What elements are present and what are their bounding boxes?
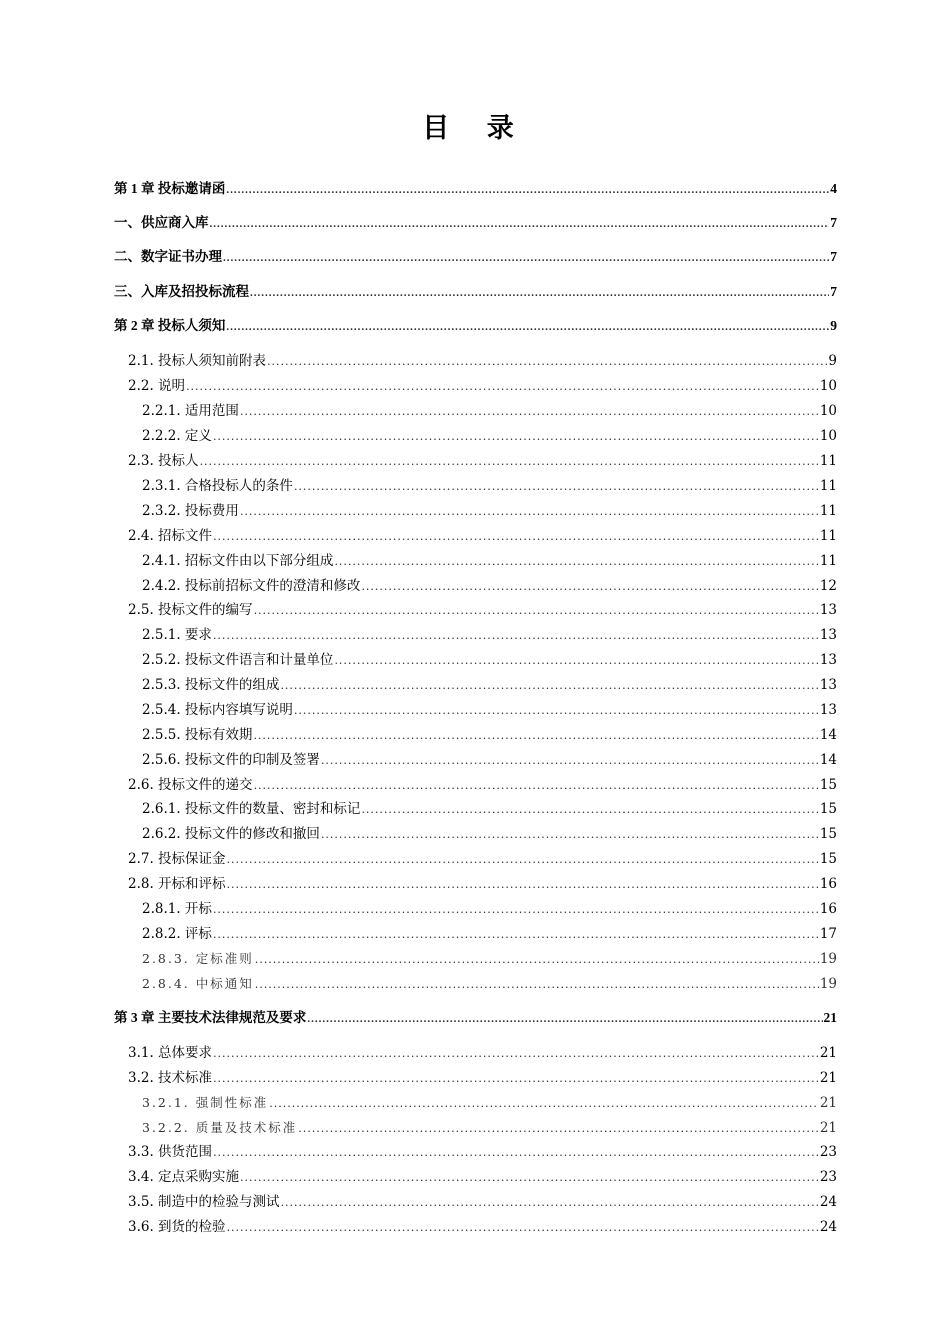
- toc-entry[interactable]: [142, 402, 837, 421]
- toc-entry[interactable]: [128, 452, 837, 471]
- page-title: 目 录: [422, 113, 528, 144]
- toc-entry-label: 2.7. 投标保证金: [128, 851, 226, 867]
- toc-leader-dots: [227, 876, 819, 894]
- toc-entry-label: 2.5.5. 投标有效期: [142, 727, 253, 743]
- toc-entry-label: 2.5.4. 投标内容填写说明: [142, 702, 293, 718]
- toc-entry-page-number: 10: [819, 428, 837, 444]
- toc-leader-dots: [267, 353, 827, 371]
- toc-entry-page-number: 12: [819, 578, 837, 594]
- toc-entry-label: 2.2. 说明: [128, 378, 186, 394]
- toc-entry-page-number: 21: [819, 1045, 837, 1061]
- toc-entry-page-number: 16: [819, 901, 837, 917]
- toc-leader-dots: [223, 249, 829, 267]
- toc-entry-page-number: 17: [819, 926, 837, 942]
- toc-entry-label: 2.5. 投标文件的编写: [128, 602, 253, 618]
- toc-entry-label: 2.4. 招标文件: [128, 528, 213, 544]
- toc-leader-dots: [334, 553, 818, 571]
- toc-entry[interactable]: [128, 1168, 837, 1187]
- toc-entry-label: 2.2.2. 定义: [142, 428, 212, 444]
- toc-entry[interactable]: [142, 676, 837, 695]
- toc-entry[interactable]: [128, 850, 837, 869]
- toc-entry[interactable]: [114, 214, 837, 233]
- toc-entry[interactable]: [142, 726, 837, 745]
- toc-leader-dots: [213, 1144, 819, 1162]
- toc-entry-label: 3.1. 总体要求: [128, 1045, 213, 1061]
- toc-leader-dots: [213, 926, 819, 944]
- toc-entry-page-number: 15: [819, 777, 837, 793]
- toc-entry-label: 2.5.1. 要求: [142, 627, 212, 643]
- toc-entry-label: 二、数字证书办理: [114, 249, 222, 264]
- toc-entry[interactable]: [114, 283, 837, 302]
- toc-entry-label: 2.4.2. 投标前招标文件的澄清和修改: [142, 578, 361, 594]
- toc-entry-label: 第 2 章 投标人须知: [114, 318, 226, 333]
- toc-entry-page-number: 21: [819, 1070, 837, 1086]
- toc-entry-page-number: 23: [819, 1169, 837, 1185]
- toc-entry-page-number: 4: [830, 181, 837, 196]
- toc-leader-dots: [269, 1095, 819, 1113]
- toc-entry[interactable]: [128, 1143, 837, 1162]
- toc-entry[interactable]: [142, 751, 837, 770]
- toc-leader-dots: [227, 1219, 819, 1237]
- toc-entry[interactable]: [142, 1094, 837, 1113]
- toc-leader-dots: [213, 901, 819, 919]
- toc-entry-page-number: 19: [819, 976, 837, 992]
- toc-leader-dots: [255, 976, 819, 994]
- toc-entry[interactable]: [142, 1119, 837, 1138]
- toc-entry-page-number: 11: [819, 553, 837, 569]
- toc-entry-label: 3.2.2. 质量及技术标准: [142, 1120, 298, 1135]
- toc-entry[interactable]: [128, 352, 837, 371]
- toc-entry-page-number: 7: [830, 215, 837, 230]
- toc-entry[interactable]: [114, 1009, 837, 1028]
- toc-entry[interactable]: [142, 975, 837, 994]
- toc-entry-page-number: 15: [819, 801, 837, 817]
- toc-entry[interactable]: [142, 950, 837, 969]
- toc-leader-dots: [250, 284, 829, 302]
- toc-entry[interactable]: [128, 1218, 837, 1237]
- toc-entry[interactable]: [142, 925, 837, 944]
- toc-entry-page-number: 15: [819, 851, 837, 867]
- toc-entry[interactable]: [142, 502, 837, 521]
- toc-entry-page-number: 15: [819, 826, 837, 842]
- toc-entry-page-number: 9: [830, 318, 837, 333]
- toc-entry-page-number: 23: [819, 1144, 837, 1160]
- toc-leader-dots: [213, 528, 819, 546]
- toc-entry[interactable]: [128, 601, 837, 620]
- toc-entry-label: 2.5.2. 投标文件语言和计量单位: [142, 652, 334, 668]
- toc-leader-dots: [213, 1070, 819, 1088]
- toc-leader-dots: [240, 503, 819, 521]
- toc-leader-dots: [361, 801, 818, 819]
- toc-entry-page-number: 7: [830, 284, 837, 299]
- toc-entry[interactable]: [142, 825, 837, 844]
- toc-entry-label: 2.8. 开标和评标: [128, 876, 226, 892]
- toc-leader-dots: [226, 181, 829, 199]
- toc-entry-label: 2.2.1. 适用范围: [142, 403, 239, 419]
- toc-entry[interactable]: [142, 427, 837, 446]
- toc-entry-page-number: 10: [819, 378, 837, 394]
- toc-entry-label: 2.3.2. 投标费用: [142, 503, 239, 519]
- toc-leader-dots: [226, 318, 829, 336]
- toc-leader-dots: [213, 627, 819, 645]
- toc-entry[interactable]: [142, 552, 837, 571]
- toc-entry[interactable]: [142, 800, 837, 819]
- toc-entry-label: 2.8.1. 开标: [142, 901, 212, 917]
- toc-entry-page-number: 24: [819, 1194, 837, 1210]
- toc-leader-dots: [254, 602, 819, 620]
- toc-entry-page-number: 21: [819, 1120, 837, 1136]
- toc-leader-dots: [321, 826, 819, 844]
- toc-entry-label: 2.6. 投标文件的递交: [128, 777, 253, 793]
- toc-entry-label: 3.2.1. 强制性标准: [142, 1095, 269, 1110]
- toc-entry-label: 2.3.1. 合格投标人的条件: [142, 478, 293, 494]
- toc-leader-dots: [254, 777, 819, 795]
- toc-leader-dots: [213, 1045, 819, 1063]
- toc-entry-label: 2.8.4. 中标通知: [142, 976, 254, 991]
- toc-entry-label: 3.4. 定点采购实施: [128, 1169, 240, 1185]
- toc-leader-dots: [227, 851, 819, 869]
- toc-entry-label: 2.5.3. 投标文件的组成: [142, 677, 280, 693]
- toc-entry-label: 3.2. 技术标准: [128, 1070, 213, 1086]
- toc-entry[interactable]: [128, 1069, 837, 1088]
- toc-entry[interactable]: [114, 317, 837, 336]
- toc-entry[interactable]: [142, 626, 837, 645]
- toc-leader-dots: [307, 1010, 822, 1028]
- toc-entry[interactable]: [114, 180, 837, 199]
- toc-leader-dots: [334, 652, 818, 670]
- toc-entry[interactable]: [128, 377, 837, 396]
- toc-leader-dots: [361, 578, 818, 596]
- toc-leader-dots: [240, 403, 819, 421]
- toc-entry-label: 3.6. 到货的检验: [128, 1219, 226, 1235]
- toc-entry-label: 第 3 章 主要技术法律规范及要求: [114, 1010, 307, 1025]
- toc-entry-label: 第 1 章 投标邀请函: [114, 181, 226, 196]
- toc-entry[interactable]: [128, 776, 837, 795]
- toc-entry-page-number: 11: [819, 503, 837, 519]
- toc-entry-page-number: 13: [819, 602, 837, 618]
- toc-entry-label: 2.6.2. 投标文件的修改和撤回: [142, 826, 320, 842]
- toc-entry-label: 一、供应商入库: [114, 215, 209, 230]
- toc-entry[interactable]: [142, 900, 837, 919]
- toc-entry-page-number: 13: [819, 702, 837, 718]
- toc-entry[interactable]: [142, 651, 837, 670]
- toc-entry-label: 三、入库及招投标流程: [114, 284, 249, 299]
- toc-entry[interactable]: [128, 875, 837, 894]
- toc-leader-dots: [281, 1194, 819, 1212]
- toc-leader-dots: [240, 1169, 819, 1187]
- toc-entry-label: 3.5. 制造中的检验与测试: [128, 1194, 280, 1210]
- toc-entry[interactable]: [142, 577, 837, 596]
- toc-entry[interactable]: [114, 248, 837, 267]
- toc-leader-dots: [253, 727, 818, 745]
- toc-entry-page-number: 13: [819, 627, 837, 643]
- toc-entry-label: 2.8.2. 评标: [142, 926, 212, 942]
- toc-leader-dots: [321, 752, 819, 770]
- toc-entry-page-number: 21: [819, 1095, 837, 1111]
- toc-leader-dots: [294, 478, 819, 496]
- toc-leader-dots: [280, 677, 818, 695]
- toc-entry-page-number: 14: [819, 727, 837, 743]
- toc-entry-label: 2.3. 投标人: [128, 453, 199, 469]
- toc-entry-page-number: 13: [819, 677, 837, 693]
- toc-entry-page-number: 14: [819, 752, 837, 768]
- toc-entry-label: 2.5.6. 投标文件的印制及签署: [142, 752, 320, 768]
- toc-entry-page-number: 11: [819, 528, 837, 544]
- toc-entry[interactable]: [142, 701, 837, 720]
- toc-entry[interactable]: [128, 1193, 837, 1212]
- toc-leader-dots: [210, 215, 830, 233]
- toc-entry-page-number: 11: [819, 453, 837, 469]
- toc-entry-page-number: 11: [819, 478, 837, 494]
- toc-entry-page-number: 16: [819, 876, 837, 892]
- toc-entry-label: 2.8.3. 定标准则: [142, 951, 254, 966]
- toc-entry-page-number: 19: [819, 951, 837, 967]
- toc-entry-page-number: 10: [819, 403, 837, 419]
- toc-entry-label: 2.6.1. 投标文件的数量、密封和标记: [142, 801, 361, 817]
- toc-leader-dots: [213, 428, 819, 446]
- toc-entry[interactable]: [128, 527, 837, 546]
- toc-leader-dots: [186, 378, 819, 396]
- toc-leader-dots: [255, 951, 819, 969]
- toc-entry-page-number: 24: [819, 1219, 837, 1235]
- toc-entry-page-number: 7: [830, 249, 837, 264]
- toc-leader-dots: [200, 453, 819, 471]
- toc-entry-label: 2.1. 投标人须知前附表: [128, 353, 267, 369]
- toc-entry-label: 3.3. 供货范围: [128, 1144, 213, 1160]
- toc-entry[interactable]: [142, 477, 837, 496]
- toc-entry-page-number: 9: [828, 353, 837, 369]
- toc-leader-dots: [298, 1120, 819, 1138]
- toc-leader-dots: [294, 702, 819, 720]
- toc-entry-page-number: 21: [823, 1010, 837, 1025]
- toc-entry[interactable]: [128, 1044, 837, 1063]
- toc-entry-label: 2.4.1. 招标文件由以下部分组成: [142, 553, 334, 569]
- toc-entry-page-number: 13: [819, 652, 837, 668]
